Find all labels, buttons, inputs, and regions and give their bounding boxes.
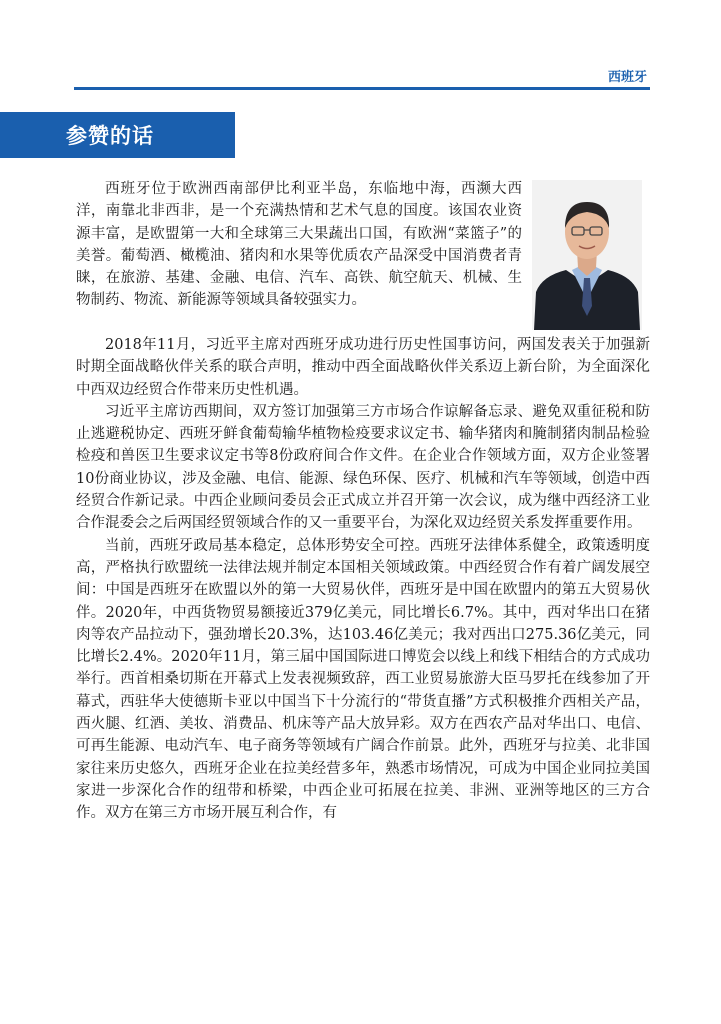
paragraph-state-visit: 2018年11月，习近平主席对西班牙成功进行历史性国事访问，两国发表关于加强新时期全面战略伙伴关系的联合声明，推动中西全面战略伙伴关系迈上新台阶，为全面深化中西双边经贸合作带来历史性机遇。 (76, 337, 650, 398)
portrait-photo (532, 180, 642, 330)
header-country-label: 西班牙 (607, 70, 647, 85)
paragraph-trade: 当前，西班牙政局基本稳定，总体形势安全可控。西班牙法律体系健全，政策透明度高，严格执行欧盟统一法律法规并制定本国相关领域政策。中西经贸合作有着广阔发展空间：中国是西班牙在欧盟以外的第一大贸易伙伴，西班牙是中国在欧盟内的第五大贸易伙伴。2020年，中西货物贸易额接近379亿美元，同比增长6.7%。其中，西对华出口在猪肉等农产品拉动下，强劲增长20.3%，达103.46亿美元；我对西出口275.36亿美元，同比增长2.4%。2020年11月，第三届中国国际进口博览会以线上和线下相结合的方式成功举行。西首相桑切斯在开幕式上发表视频致辞，西工业贸易旅游大臣马罗托在线参加了开幕式，西驻华大使德斯卡亚以中国当下十分流行的“带货直播”方式积极推介西相关产品，西火腿、红酒、美妆、消费品、机床等产品大放异彩。双方在西农产品对华出口、电信、可再生能源、电动汽车、电子商务等领域有广阔合作前景。此外，西班牙与拉美、北非国家往来历史悠久，西班牙企业在拉美经营多年，熟悉市场情况，可成为中国企业同拉美国家进一步深化合作的纽带和桥梁，中西企业可拓展在拉美、非洲、亚洲等地区的三方合作。双方在第三方市场开展互利合作，有 (76, 537, 650, 822)
body-text-wide (76, 334, 650, 825)
body-text-narrow (76, 178, 522, 312)
header-rule (74, 87, 650, 90)
paragraph-intro: 西班牙位于欧洲西南部伊比利亚半岛，东临地中海，西濒大西洋，南靠北非西非，是一个充满热情和艺术气息的国度。该国农业资源丰富，是欧盟第一大和全球第三大果蔬出口国，有欧洲“菜篮子”的美誉。葡萄酒、橄榄油、猪肉和水果等优质农产品深受中国消费者青睐，在旅游、基建、金融、电信、汽车、高铁、航空航天、机械、生物制药、物流、新能源等领域具备较强实力。 (76, 181, 522, 309)
paragraph-agreements: 习近平主席访西期间，双方签订加强第三方市场合作谅解备忘录、避免双重征税和防止逃避税协定、西班牙鲜食葡萄输华植物检疫要求议定书、输华猪肉和腌制猪肉制品检验检疫和兽医卫生要求议定书等8份政府间合作文件。在企业合作领域方面，双方企业签署10份商业协议，涉及金融、电信、能源、绿色环保、医疗、机械和汽车等领域，创造中西经贸合作新记录。中西企业顾问委员会正式成立并召开第一次会议，成为继中西经济工业合作混委会之后两国经贸领域合作的又一重要平台，为深化双边经贸关系发挥重要作用。 (76, 403, 650, 532)
section-banner (0, 112, 235, 158)
portrait-illustration (532, 180, 642, 330)
section-title: 参赞的话 (66, 124, 154, 148)
